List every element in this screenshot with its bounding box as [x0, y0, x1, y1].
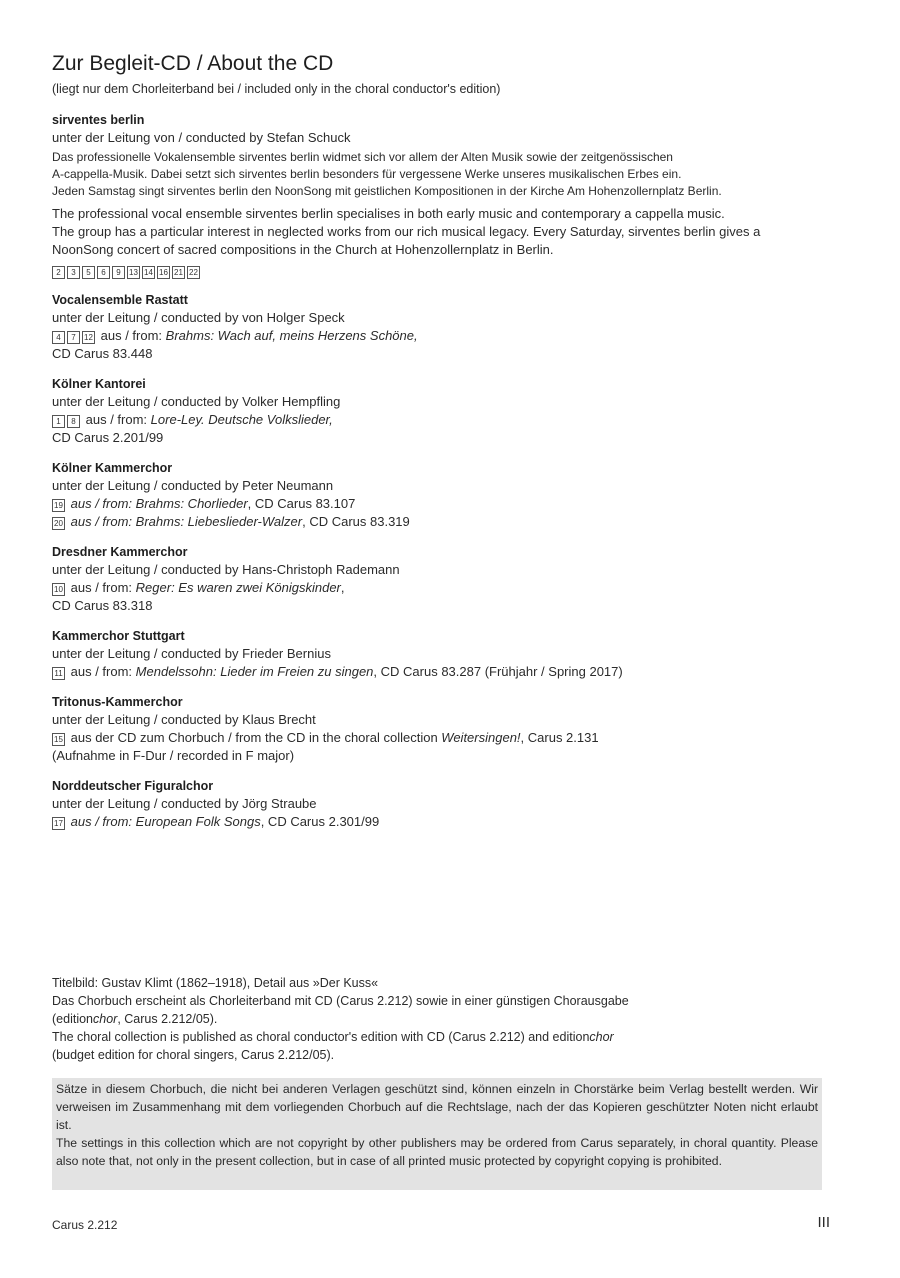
text-fragment: The choral collection is published as choral conductor's edition with CD (Carus 2.212) and edition	[52, 1030, 590, 1044]
track-number: 11	[52, 667, 65, 680]
work-title: Brahms: Wach auf, meins Herzens Schöne,	[165, 328, 418, 343]
cd-number: CD Carus 83.318	[52, 598, 153, 613]
edition-note-en-cont: (budget edition for choral singers, Carus 2.212/05).	[52, 1048, 335, 1062]
source-label: aus / from:	[70, 664, 133, 679]
ensemble-name: Kölner Kammerchor	[52, 461, 173, 475]
track-number: 17	[52, 817, 65, 830]
page-subtitle: (liegt nur dem Chorleiterband bei / included only in the choral conductor's edition)	[52, 82, 501, 96]
recording-line	[52, 495, 830, 513]
cd-number: CD Carus 2.201/99	[52, 430, 164, 445]
page-title: Zur Begleit-CD / About the CD	[52, 52, 334, 75]
track-number: 8	[67, 415, 80, 428]
recording-line	[52, 327, 830, 345]
track-number: 12	[82, 331, 95, 344]
track-number: 15	[52, 733, 65, 746]
track-number: 20	[52, 517, 65, 530]
cd-number: , CD Carus 83.287 (Frühjahr / Spring 2017)	[373, 664, 623, 679]
source-label: aus / from:	[85, 412, 148, 427]
track-number: 1	[52, 415, 65, 428]
ensemble-name: Vocalensemble Rastatt	[52, 293, 188, 307]
copyright-notice	[52, 1078, 822, 1190]
cd-number: , Carus 2.131	[520, 730, 599, 745]
track-number: 19	[52, 499, 65, 512]
track-number: 2	[52, 266, 65, 279]
recording-line	[52, 579, 830, 597]
track-number: 7	[67, 331, 80, 344]
description-de	[52, 149, 830, 200]
edition-note-en	[52, 1028, 629, 1046]
conductor-line: unter der Leitung / conducted by Frieder Bernius	[52, 646, 331, 661]
conductor-line: unter der Leitung / conducted by Volker Hempfling	[52, 394, 341, 409]
recording-line	[52, 513, 830, 531]
cd-number: CD Carus 83.448	[52, 346, 153, 361]
work-title: Brahms: Chorlieder	[135, 496, 248, 511]
ensemble-sirventes	[52, 112, 830, 276]
text-fragment: (edition	[52, 1012, 93, 1026]
copyright-notice-en: The settings in this collection which are not copyright by other publishers may be ordered from Carus separately, in choral quantity. Please also note that, not only in the present collection, but in case of all printed music protected by copyright copying is prohibited.	[56, 1136, 818, 1168]
description-line: NoonSong concert of sacred compositions in the Church at Hohenzollernplatz in Berlin.	[52, 242, 554, 257]
description-line: Das professionelle Vokalensemble sirventes berlin widmet sich vor allem der Alten Musik sowie der zeitgenössischen	[52, 150, 673, 164]
conductor-line: unter der Leitung von / conducted by Stefan Schuck	[52, 130, 351, 145]
work-title: Brahms: Liebeslieder-Walzer	[135, 514, 303, 529]
work-title: Weitersingen!	[441, 730, 521, 745]
work-title: Mendelssohn: Lieder im Freien zu singen	[135, 664, 374, 679]
text-fragment: , Carus 2.212/05).	[117, 1012, 218, 1026]
ensemble-kammerchor-stuttgart	[52, 628, 830, 681]
copyright-notice-de: Sätze in diesem Chorbuch, die nicht bei anderen Verlagen geschützt sind, können einzeln in Chorstärke beim Verlag bestellt werden. Wir verweisen im Zusammenhang mit dem vorliegenden Chorbuch auf die Rechtslage, nach der das Kopieren geschützter Noten nicht erlaubt ist.	[56, 1082, 818, 1132]
cd-number: , CD Carus 2.301/99	[260, 814, 380, 829]
conductor-line: unter der Leitung / conducted by von Holger Speck	[52, 310, 345, 325]
cover-credit: Titelbild: Gustav Klimt (1862–1918), Detail aus »Der Kuss«	[52, 976, 379, 990]
description-line: A-cappella-Musik. Dabei setzt sich sirventes berlin besonders für vergessene Werke unseres musikalischen Erbes ein.	[52, 167, 682, 181]
track-number: 3	[67, 266, 80, 279]
ensemble-name: Tritonus-Kammerchor	[52, 695, 183, 709]
ensemble-name: Kölner Kantorei	[52, 377, 146, 391]
track-number: 21	[172, 266, 185, 279]
cd-number: , CD Carus 83.319	[302, 514, 410, 529]
description-line: Jeden Samstag singt sirventes berlin den NoonSong mit geistlichen Kompositionen in der Kirche Am Hohenzollernplatz Berlin.	[52, 184, 722, 198]
ensemble-figuralchor	[52, 778, 830, 831]
source-label: aus / from:	[70, 580, 133, 595]
track-number: 22	[187, 266, 200, 279]
ensemble-list	[52, 112, 830, 844]
source-label: aus der CD zum Chorbuch / from the CD in the choral collection	[70, 730, 438, 745]
source-label: aus / from:	[70, 496, 133, 511]
punctuation: ,	[340, 580, 345, 595]
description-en	[52, 205, 830, 259]
text-fragment: chor	[589, 1030, 614, 1044]
page-number: III	[817, 1214, 830, 1231]
track-number: 10	[52, 583, 65, 596]
track-number: 13	[127, 266, 140, 279]
work-title: Reger: Es waren zwei Königskinder	[135, 580, 341, 595]
track-number: 14	[142, 266, 155, 279]
ensemble-dresdner-kammerchor	[52, 544, 830, 615]
source-label: aus / from:	[100, 328, 163, 343]
recording-line	[52, 729, 830, 747]
text-fragment: chor	[93, 1012, 118, 1026]
track-number: 16	[157, 266, 170, 279]
conductor-line: unter der Leitung / conducted by Jörg Straube	[52, 796, 317, 811]
work-title: European Folk Songs	[135, 814, 261, 829]
description-line: The professional vocal ensemble sirventes berlin specialises in both early music and contemporary a cappella music.	[52, 206, 725, 221]
credits-block	[52, 974, 629, 1064]
track-list	[52, 262, 830, 276]
footer-catalog-number: Carus 2.212	[52, 1218, 118, 1232]
conductor-line: unter der Leitung / conducted by Hans-Christoph Rademann	[52, 562, 400, 577]
edition-note-de: Das Chorbuch erscheint als Chorleiterband mit CD (Carus 2.212) sowie in einer günstigen Chorausgabe	[52, 994, 629, 1008]
ensemble-koelner-kantorei	[52, 376, 830, 447]
source-label: aus / from:	[70, 514, 133, 529]
track-number: 6	[97, 266, 110, 279]
source-label: aus / from:	[70, 814, 133, 829]
ensemble-name: Kammerchor Stuttgart	[52, 629, 185, 643]
ensemble-koelner-kammerchor	[52, 460, 830, 531]
work-title: Lore-Ley. Deutsche Volkslieder,	[150, 412, 333, 427]
track-number: 4	[52, 331, 65, 344]
ensemble-name: sirventes berlin	[52, 113, 145, 127]
recording-line	[52, 411, 830, 429]
recording-line	[52, 663, 830, 681]
track-number: 9	[112, 266, 125, 279]
description-line: The group has a particular interest in neglected works from our rich musical legacy. Every Saturday, sirventes berlin gives a	[52, 224, 761, 239]
ensemble-name: Dresdner Kammerchor	[52, 545, 188, 559]
track-number: 5	[82, 266, 95, 279]
ensemble-tritonus	[52, 694, 830, 765]
cd-number: , CD Carus 83.107	[247, 496, 356, 511]
recording-note: (Aufnahme in F-Dur / recorded in F major)	[52, 748, 295, 763]
ensemble-rastatt	[52, 292, 830, 363]
ensemble-name: Norddeutscher Figuralchor	[52, 779, 214, 793]
conductor-line: unter der Leitung / conducted by Klaus Brecht	[52, 712, 316, 727]
edition-note-de-cont	[52, 1010, 629, 1028]
recording-line	[52, 813, 830, 831]
conductor-line: unter der Leitung / conducted by Peter Neumann	[52, 478, 334, 493]
